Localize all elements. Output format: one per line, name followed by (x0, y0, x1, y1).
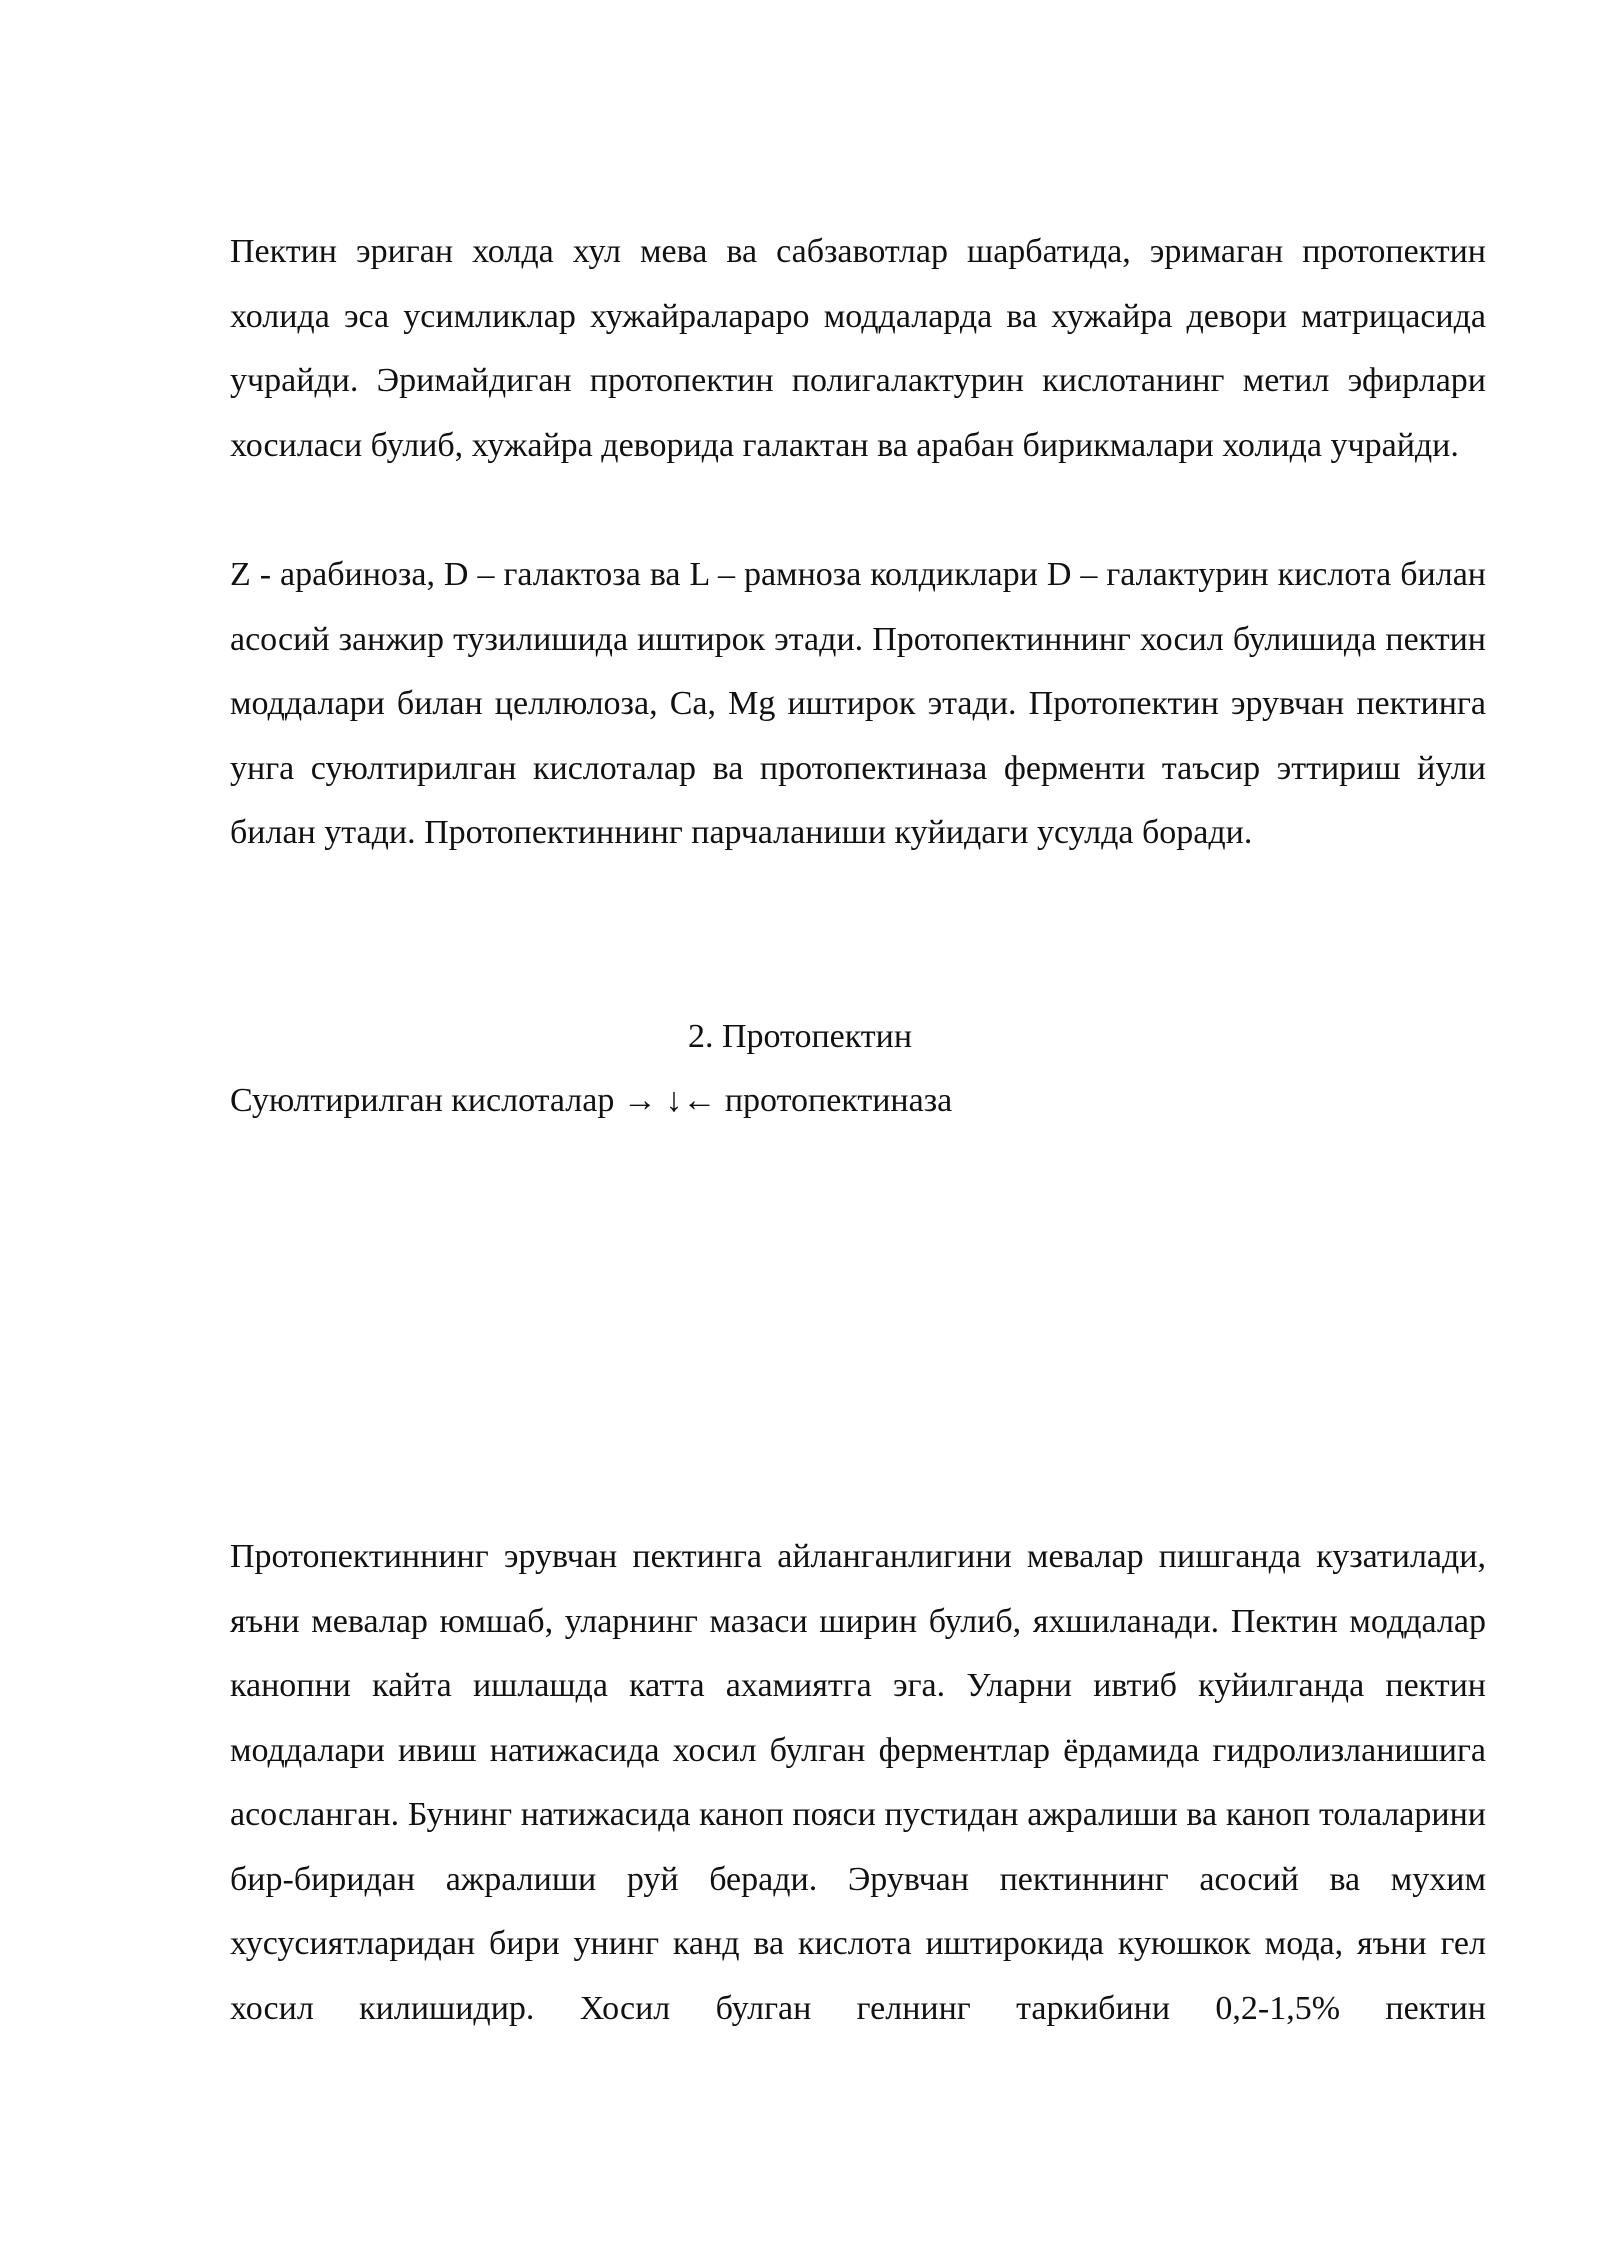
scheme-reaction-line: Суюлтирилган кислоталар → ↓← протопектиназа (230, 1082, 953, 1119)
paragraph-pectin-intro: Пектин эриган холда хул мева ва сабзавотлар шарбатида, эримаган протопектин холида эса усимликлар хужайралараро моддаларда ва хужайра девори матрицасида учрайди. Эримайдиган протопектин полигалактурин кислотанинг метил эфирлари хосиласи булиб, хужайра деворида галактан ва арабан бирикмалари холида учрайди. (230, 233, 1486, 464)
scheme-heading: 2. Протопектин (687, 1018, 913, 1055)
paragraph-protopectin-formation: Z - арабиноза, D – галактоза ва L – рамноза колдиклари D – галактурин кислота билан асосий занжир тузилишида иштирок этади. Протопектиннинг хосил булишида пектин моддалари билан целлюлоза, Ca, Mg иштирок этади. Протопектин эрувчан пектинга унга суюлтирилган кислоталар ва протопектиназа ферменти таъсир эттириш йули билан утади. Протопектиннинг парчаланиши куйидаги усулда боради. (230, 556, 1486, 851)
paragraph-pectin-ripening: Протопектиннинг эрувчан пектинга айланганлигини мевалар пишганда кузатилади, яъни мевалар юмшаб, уларнинг мазаси ширин булиб, яхшиланади. Пектин моддалар канопни кайта ишлашда катта ахамиятга эга. Уларни ивтиб куйилганда пектин моддалари ивиш натижасида хосил булган ферментлар ёрдамида гидролизланишига асосланган. Бунинг натижасида каноп пояси пустидан ажралиши ва каноп толаларини бир-биридан ажралиши руй беради. Эрувчан пектиннинг асосий ва мухим хусусиятларидан бири унинг канд ва кислота иштирокида куюшкок мода, яъни гел хосил килишидир. Хосил булган гелнинг таркибини 0,2-1,5% пектин (230, 1538, 1486, 2027)
